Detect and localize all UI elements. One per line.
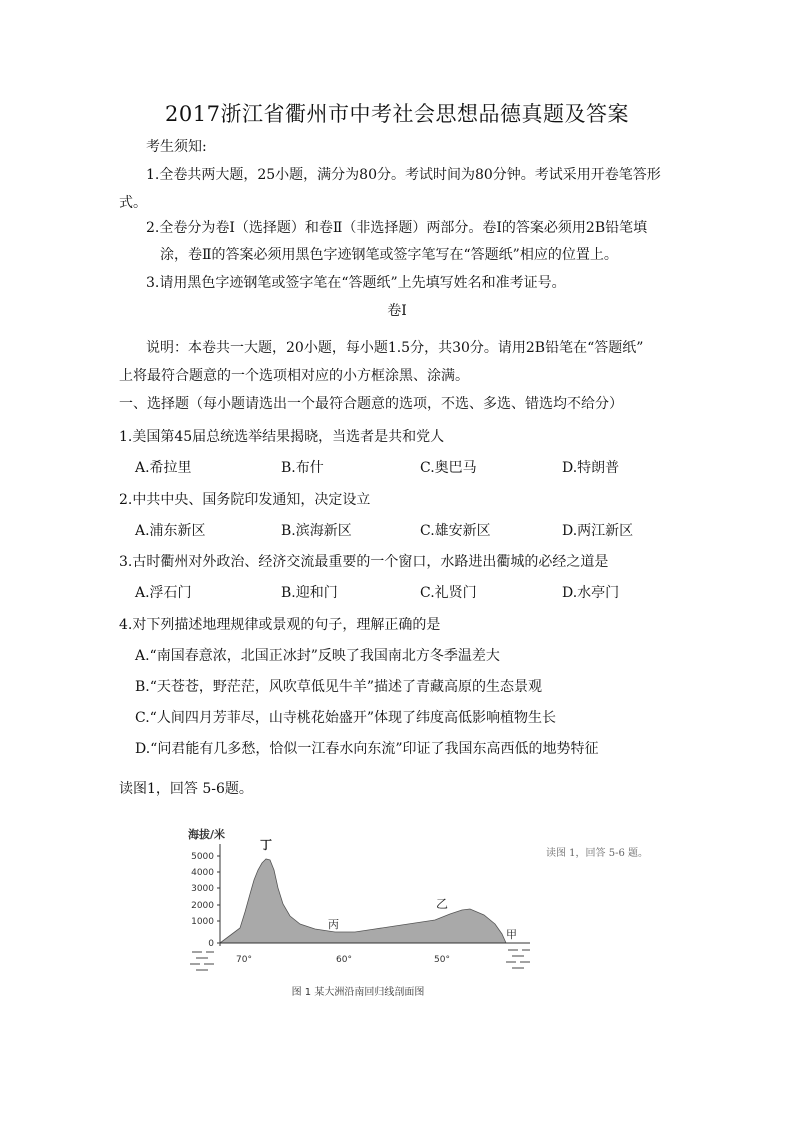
q1-option-a: A.希拉里 (135, 460, 192, 476)
notice-item-1-cont: 式。 (119, 195, 147, 211)
q3-option-c: C.礼贤门 (420, 585, 477, 601)
q1-option-c: C.奥巴马 (420, 460, 477, 476)
q2-option-c: C.雄安新区 (420, 523, 491, 539)
notice-item-2-cont: 涂，卷Ⅱ的答案必须用黑色字迹钢笔或签字笔写在“答题纸”相应的位置上。 (160, 247, 618, 263)
ytick-label: 0 (208, 939, 214, 949)
q1-option-b: B.布什 (281, 460, 324, 476)
profile-figure (150, 822, 690, 1004)
volume-heading: 卷Ⅰ (387, 303, 407, 319)
figure-side-note: 读图 1，回答 5-6 题。 (546, 848, 649, 859)
read-figure-prompt: 读图1，回答 5-6题。 (119, 781, 253, 797)
q1-option-d: D.特朗普 (562, 460, 620, 476)
ytick-label: 2000 (191, 901, 214, 911)
ytick-label: 4000 (191, 868, 214, 878)
q3-option-b: B.迎和门 (281, 585, 338, 601)
sea-hatch-right (506, 950, 530, 968)
xtick-label: 50° (434, 955, 450, 965)
figure-caption: 图 1 某大洲沿南回归线剖面图 (291, 987, 425, 998)
xtick-label: 60° (336, 955, 352, 965)
sea-hatch-left (190, 952, 214, 970)
notice-item-2: 2.全卷分为卷Ⅰ（选择题）和卷Ⅱ（非选择题）两部分。卷Ⅰ的答案必须用2B铅笔填 (146, 220, 648, 236)
q3-option-d: D.水亭门 (562, 585, 620, 601)
q2-option-b: B.滨海新区 (281, 523, 352, 539)
q2-option-a: A.浦东新区 (135, 523, 206, 539)
q4-option-a: A.“南国春意浓，北国正冰封”反映了我国南北方冬季温差大 (135, 648, 500, 664)
point-label-ding: 丁 (260, 838, 273, 852)
ytick-label: 5000 (191, 852, 214, 862)
point-label-bing: 丙 (328, 918, 339, 931)
figure-ylabel: 海拔/米 (188, 828, 226, 841)
question-4: 4.对下列描述地理规律或景观的句子，理解正确的是 (119, 617, 441, 633)
q4-option-c: C.“人间四月芳菲尽，山寺桃花始盛开”体现了纬度高低影响植物生长 (135, 710, 556, 726)
question-1: 1.美国第45届总统选举结果揭晓，当选者是共和党人 (119, 429, 445, 445)
instructions-cont: 上将最符合题意的一个选项相对应的小方框涂黑、涂满。 (119, 368, 469, 384)
point-label-jia: 甲 (506, 928, 517, 941)
xtick-label: 70° (236, 955, 252, 965)
terrain-profile (220, 859, 506, 943)
document-title: 2017浙江省衢州市中考社会思想品德真题及答案 (165, 102, 629, 126)
question-3: 3.古时衢州对外政治、经济交流最重要的一个窗口，水路进出衢城的必经之道是 (119, 554, 609, 570)
q2-option-d: D.两江新区 (562, 523, 634, 539)
notice-item-3: 3.请用黑色字迹钢笔或签字笔在“答题纸”上先填写姓名和准考证号。 (146, 275, 566, 291)
q4-option-b: B.“天苍苍，野茫茫，风吹草低见牛羊”描述了青藏高原的生态景观 (135, 679, 543, 695)
q4-option-d: D.“问君能有几多愁，恰似一江春水向东流”印证了我国东高西低的地势特征 (135, 741, 599, 757)
q3-option-a: A.浮石门 (135, 585, 192, 601)
instructions: 说明：本卷共一大题，20小题，每小题1.5分，共30分。请用2B铅笔在“答题纸” (146, 340, 644, 356)
notice-item-1: 1.全卷共两大题，25小题，满分为80分。考试时间为80分钟。考试采用开卷笔答形 (146, 167, 661, 183)
point-label-yi: 乙 (436, 897, 449, 911)
ytick-label: 3000 (191, 884, 214, 894)
ytick-label: 1000 (191, 917, 214, 927)
question-2: 2.中共中央、国务院印发通知，决定设立 (119, 492, 371, 508)
notice-heading: 考生须知: (146, 139, 207, 155)
section-heading: 一、选择题（每小题请选出一个最符合题意的选项，不选、多选、错选均不给分） (119, 396, 623, 412)
